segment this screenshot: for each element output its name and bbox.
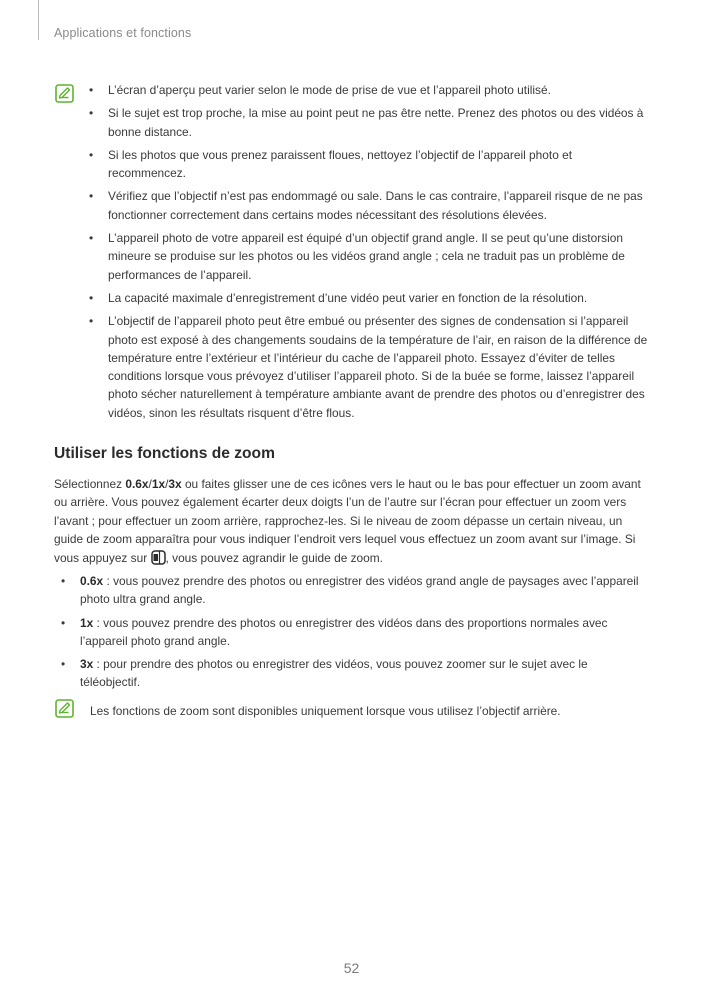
zoom-option-item xyxy=(60,655,640,692)
zoom-option-label: 3x xyxy=(80,657,94,672)
intro-middle: ou faites glisser une de ces icônes vers le haut ou le bas pour effectuer un zoom avant ou arrière. Vous pouvez également écarter deux doigts l’un de l’autre sur l’écran pour effectuer un zoom vers l’avant ; pour effectuer un zoom arrière, rapprochez-les. Si le niveau de zoom dépasse un certain niveau, un guide de zoom apparaîtra pour vous indiquer l’endroit vers lequel vous effectuez un zoom avant sur l’image. Si vous appuyez sur xyxy=(54,477,641,565)
zoom-option-0-6x: 0.6x xyxy=(125,477,149,491)
intro-suffix: , vous pouvez agrandir le guide de zoom. xyxy=(165,550,383,565)
note-item: • Si le sujet est trop proche, la mise au point peut ne pas être nette. Prenez des photos ou des vidéos à bonne distance. xyxy=(88,104,653,141)
zoom-option-item xyxy=(60,614,640,651)
note-item: • L’écran d’aperçu peut varier selon le mode de prise de vue et l’appareil photo utilisé. xyxy=(88,81,653,99)
note-item: • L’objectif de l’appareil photo peut être embué ou présenter des signes de condensation si l’appareil photo est exposé à des changements soudains de la température de l’air, en raison de la différence de température entre l’extérieur et l’intérieur du cache de l’appareil photo. Essayez d’éviter de telles conditions lorsque vous prévoyez d’utiliser l’appareil photo. Si de la buée se forme, laissez l’appareil photo sécher naturellement à température ambiante avant de prendre des photos ou d’enregistrer des vidéos, sinon les résultats risquent d’être flous. xyxy=(88,312,653,422)
header-divider xyxy=(38,0,39,40)
zoom-option-text: : pour prendre des photos ou enregistrer des vidéos, vous pouvez zoomer sur le sujet avec le téléobjectif. xyxy=(80,657,588,690)
section-heading: Utiliser les fonctions de zoom xyxy=(54,445,275,462)
zoom-option-item xyxy=(60,572,640,609)
note-item: • Si les photos que vous prenez paraissent floues, nettoyez l’objectif de l’appareil photo et recommencez. xyxy=(88,146,653,183)
note-item: • L’appareil photo de votre appareil est équipé d’un objectif grand angle. Il se peut qu’une distorsion mineure se produise sur les photos ou les vidéos grand angle ; cela ne traduit pas un problème de performances de l’appareil. xyxy=(88,229,653,284)
intro-separator: / xyxy=(165,477,169,491)
zoom-guide-icon xyxy=(151,550,166,565)
zoom-option-3x: 3x xyxy=(168,477,182,491)
zoom-note-text: Les fonctions de zoom sont disponibles uniquement lorsque vous utilisez l’objectif arrière. xyxy=(90,704,561,718)
zoom-option-label: 1x xyxy=(80,615,94,630)
note-item: • Vérifiez que l’objectif n’est pas endommagé ou sale. Dans le cas contraire, l’appareil risque de ne pas fonctionner correctement dans certains modes nécessitant des résolutions élevées. xyxy=(88,187,653,224)
intro-prefix: Sélectionnez xyxy=(54,477,126,491)
zoom-option-text: : vous pouvez prendre des photos ou enregistrer des vidéos dans des proportions normales avec l’appareil photo grand angle. xyxy=(80,615,608,648)
notes-list xyxy=(88,81,653,427)
note-icon xyxy=(55,84,74,103)
zoom-option-label: 0.6x xyxy=(80,574,104,588)
zoom-option-1x: 1x xyxy=(151,477,166,491)
note-item: • La capacité maximale d’enregistrement d’une vidéo peut varier en fonction de la résolution. xyxy=(88,289,653,307)
page-number: 52 xyxy=(343,960,360,976)
intro-separator: / xyxy=(148,477,152,491)
note-icon xyxy=(55,699,74,718)
section-intro xyxy=(54,475,650,567)
zoom-option-text: : vous pouvez prendre des photos ou enregistrer des vidéos grand angle de paysages avec l’appareil photo ultra grand angle. xyxy=(80,574,639,607)
page-header-title: Applications et fonctions xyxy=(54,26,192,40)
zoom-options-list xyxy=(60,572,640,697)
